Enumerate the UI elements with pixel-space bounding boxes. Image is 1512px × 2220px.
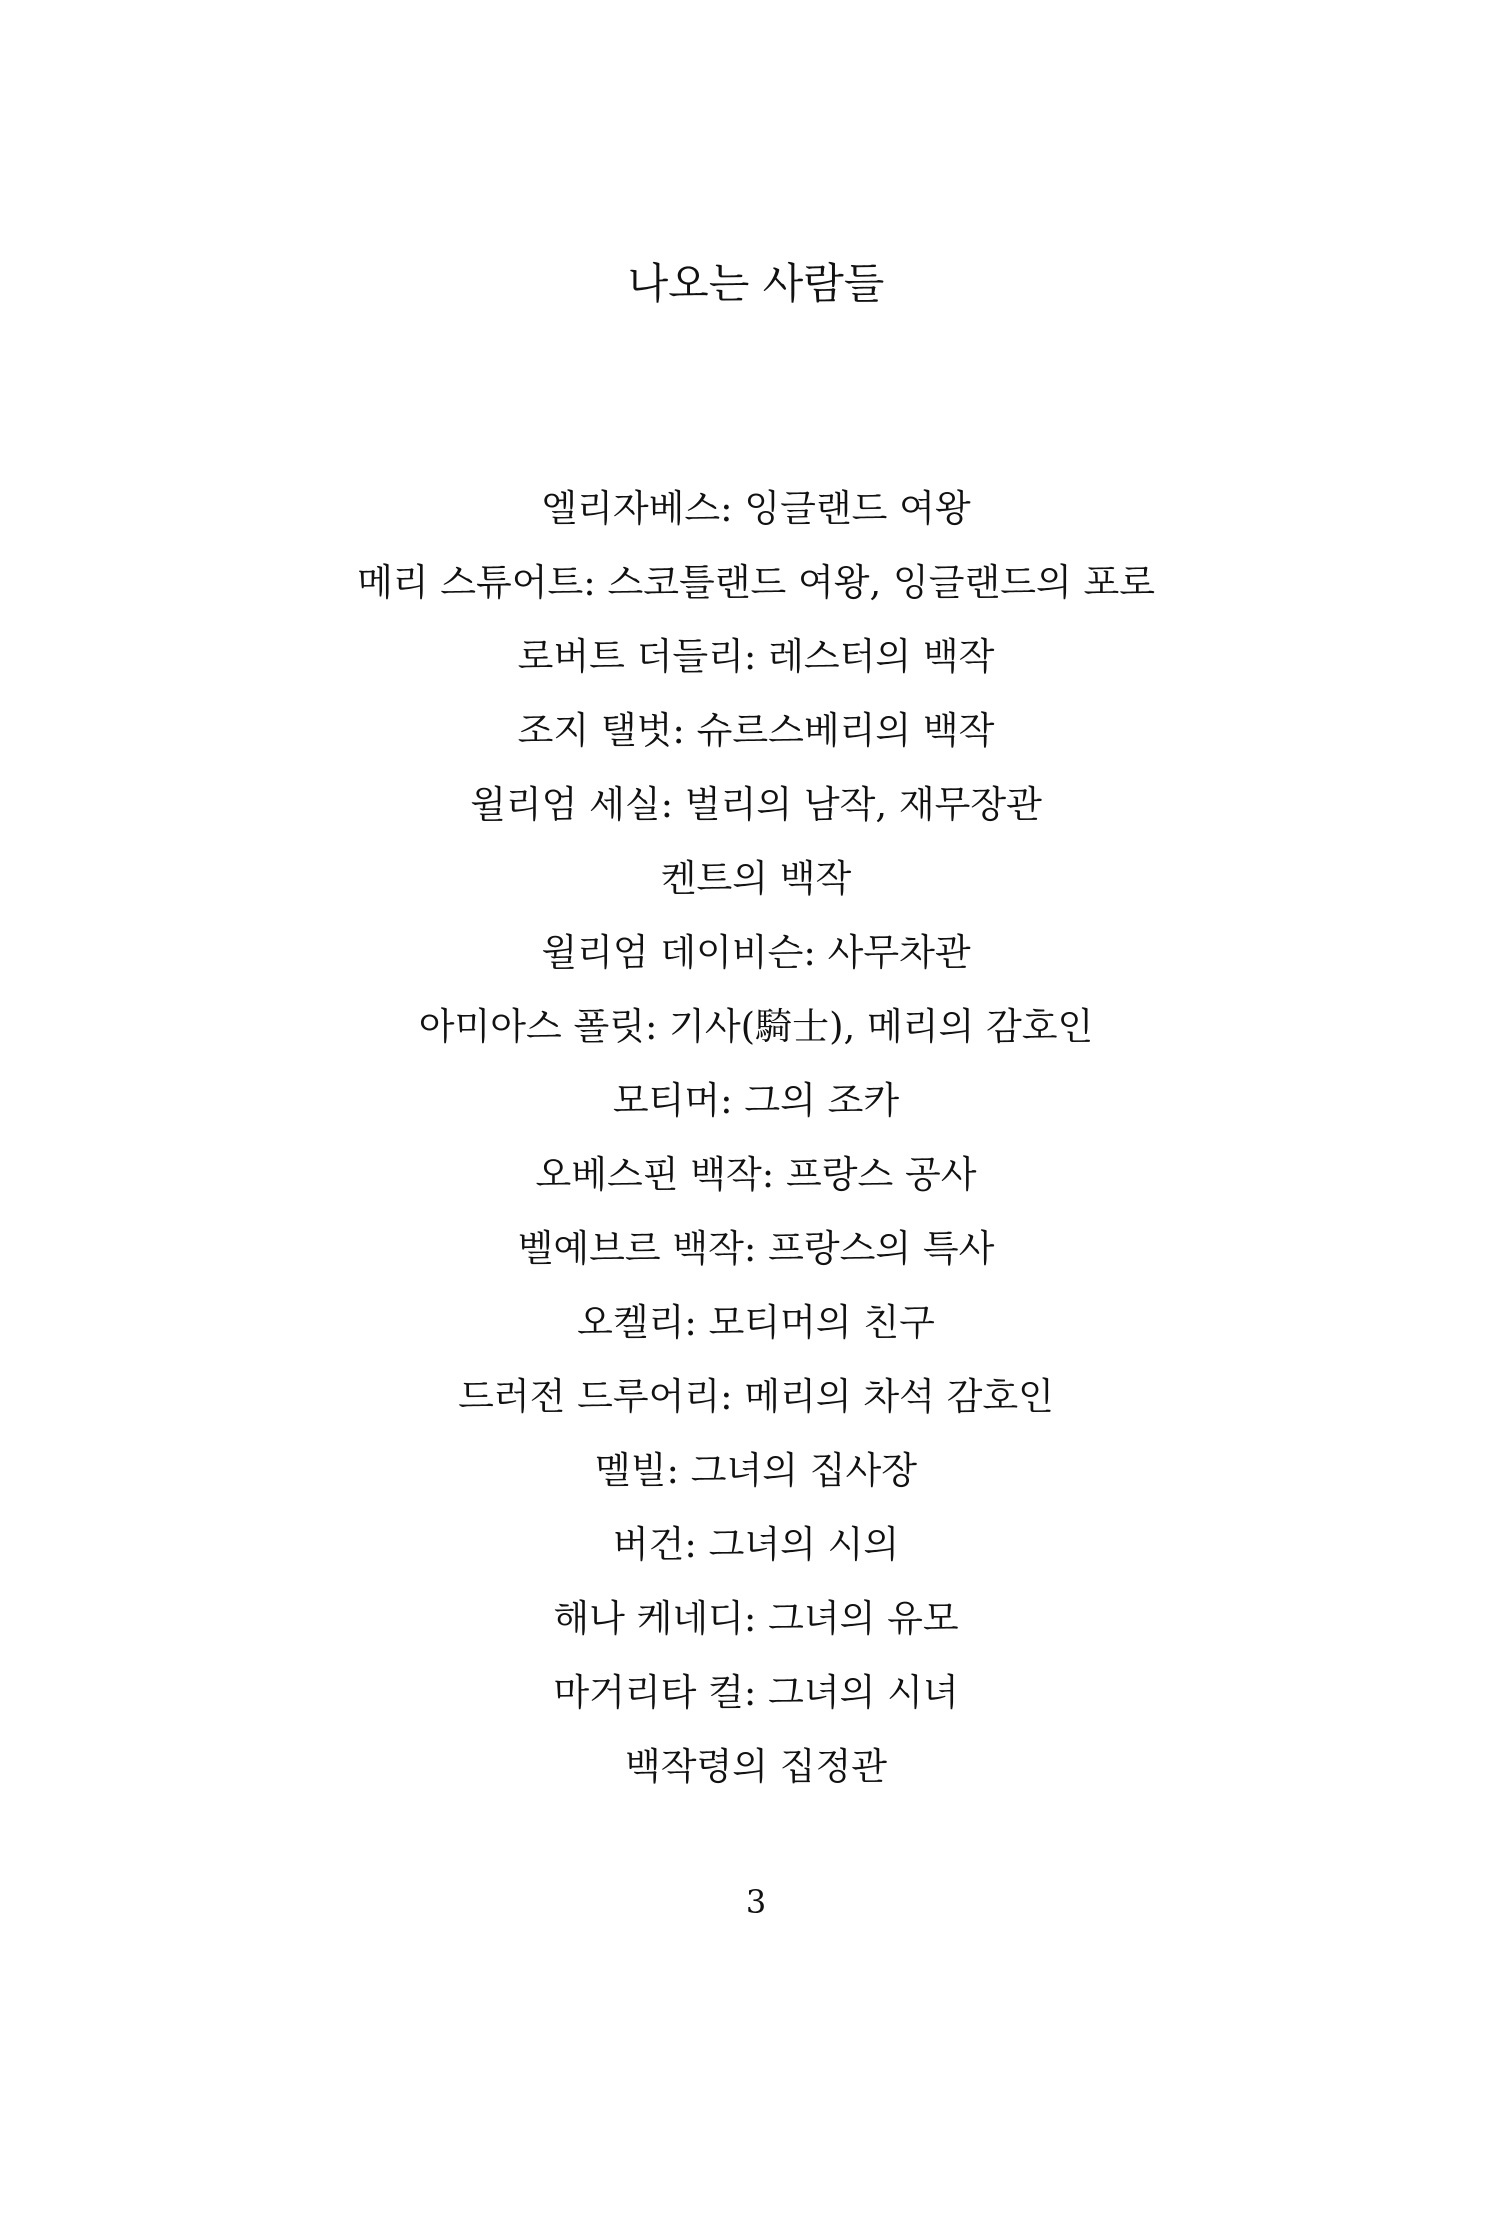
cast-item-george-talbot: 조지 탤벗: 슈르스베리의 백작 [517,709,995,752]
cast-item-amias-paulet: 아미아스 폴릿: 기사(騎士), 메리의 감호인 [418,1005,1094,1048]
cast-item-margareta-kurl: 마거리타 컬: 그녀의 시녀 [553,1671,959,1714]
cast-list [0,472,1512,1804]
cast-item-drugeon-drury: 드러전 드루어리: 메리의 차석 감호인 [458,1375,1054,1418]
cast-item-bellievre: 벨예브르 백작: 프랑스의 특사 [517,1227,995,1270]
page-title: 나오는 사람들 [627,259,885,308]
cast-item-sheriff: 백작령의 집정관 [625,1745,887,1788]
page-number: 3 [745,1883,767,1921]
cast-item-earl-of-kent: 켄트의 백작 [660,857,852,900]
cast-item-mary-stuart: 메리 스튜어트: 스코틀랜드 여왕, 잉글랜드의 포로 [357,561,1155,604]
cast-item-hanna-kennedy: 해나 케네디: 그녀의 유모 [553,1597,959,1640]
cast-item-elizabeth: 엘리자베스: 잉글랜드 여왕 [541,487,971,530]
cast-item-aubespine: 오베스핀 백작: 프랑스 공사 [535,1153,977,1196]
cast-item-william-cecil: 윌리엄 세실: 벌리의 남작, 재무장관 [470,783,1042,826]
cast-item-robert-dudley: 로버트 더들리: 레스터의 백작 [517,635,995,678]
cast-item-melvil: 멜빌: 그녀의 집사장 [595,1449,917,1492]
cast-item-mortimer: 모티머: 그의 조카 [612,1079,900,1122]
cast-item-william-davison: 윌리엄 데이비슨: 사무차관 [541,931,971,974]
cast-item-burgoyn: 버건: 그녀의 시의 [612,1523,900,1566]
cast-item-okelly: 오켈리: 모티머의 친구 [577,1301,935,1344]
